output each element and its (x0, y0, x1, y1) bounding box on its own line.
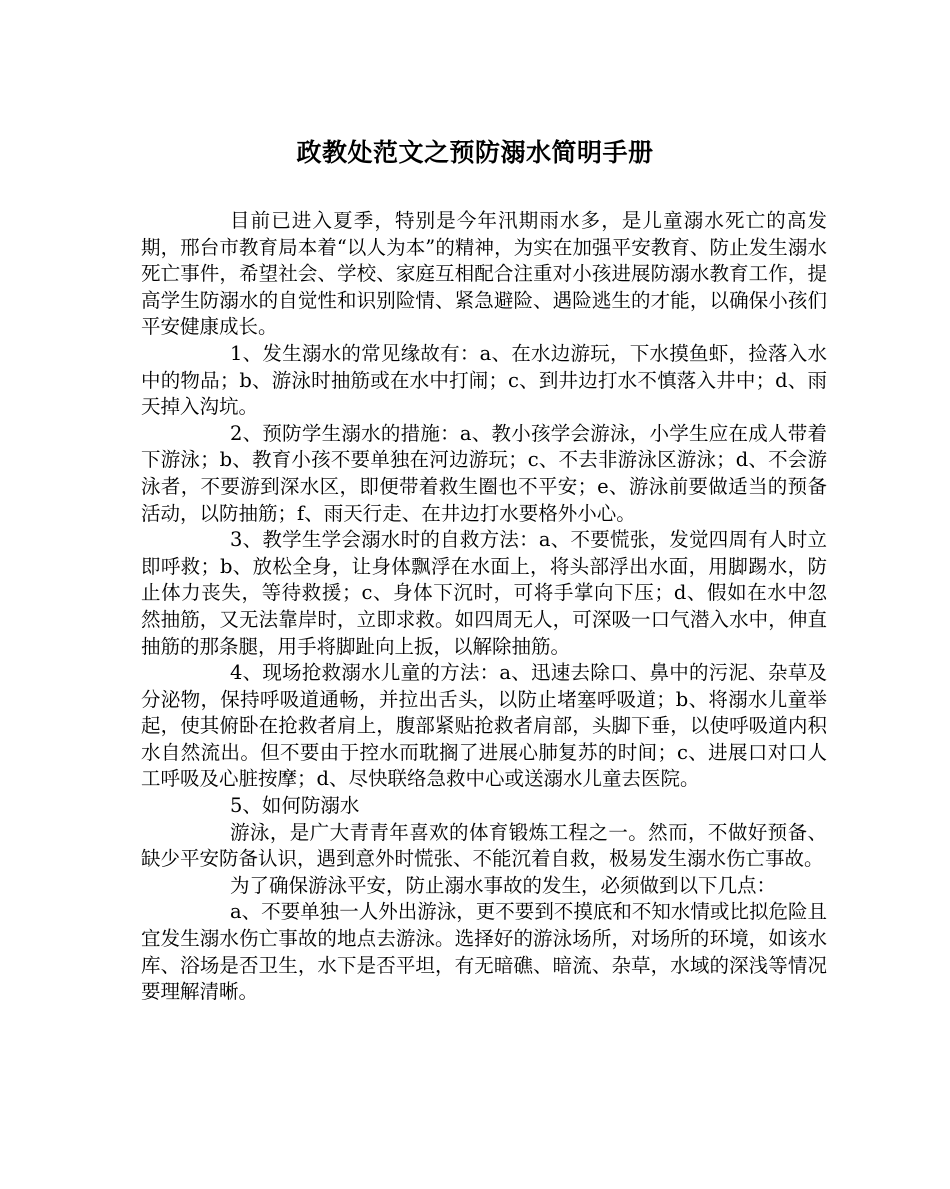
document-body (141, 208, 827, 1006)
paragraph-heading-how-to-prevent: 5、如何防溺水 (230, 794, 360, 818)
paragraph-safety-points: 为了确保游泳平安，防止溺水事故的发生，必须做到以下几点： (230, 873, 777, 897)
paragraph-causes: 1、发生溺水的常见缘故有：a、在水边游玩，下水摸鱼虾，捡落入水中的物品；b、游泳时抽筋或在水中打闹；c、到井边打水不慎落入井中；d、雨天掉入沟坑。 (141, 341, 827, 419)
paragraph-swimming-intro: 游泳，是广大青青年喜欢的体育锻炼工程之一。然而，不做好预备、缺少平安防备认识，遇到意外时慌张、不能沉着自救，极易发生溺水伤亡事故。 (141, 820, 827, 871)
paragraph-self-rescue: 3、教学生学会溺水时的自救方法：a、不要慌张，发觉四周有人时立即呼救；b、放松全身，让身体飘浮在水面上，将头部浮出水面，用脚踢水，防止体力丧失，等待救援；c、身体下沉时，可将手掌向下压；d、假如在水中忽然抽筋，又无法靠岸时，立即求救。如四周无人，可深吸一口气潜入水中，伸直抽筋的那条腿，用手将脚趾向上扳，以解除抽筋。 (141, 528, 827, 658)
paragraph-on-site-rescue: 4、现场抢救溺水儿童的方法：a、迅速去除口、鼻中的污泥、杂草及分泌物，保持呼吸道通畅，并拉出舌头，以防止堵塞呼吸道；b、将溺水儿童举起，使其俯卧在抢救者肩上，腹部紧贴抢救者肩部，头脚下垂，以使呼吸道内积水自然流出。但不要由于控水而耽搁了进展心肺复苏的时间；c、进展口对口人工呼吸及心脏按摩；d、尽快联络急救中心或送溺水儿童去医院。 (141, 661, 827, 791)
paragraph-intro: 目前已进入夏季，特别是今年汛期雨水多，是儿童溺水死亡的高发期，邢台市教育局本着“以人为本”的精神，为实在加强平安教育、防止发生溺水死亡事件，希望社会、学校、家庭互相配合注重对小孩进展防溺水教育工作，提高学生防溺水的自觉性和识别险情、紧急避险、遇险逃生的才能，以确保小孩们平安健康成长。 (141, 209, 827, 339)
document-title: 政教处范文之预防溺水简明手册 (296, 138, 654, 167)
paragraph-prevention: 2、预防学生溺水的措施：a、教小孩学会游泳，小学生应在成人带着下游泳；b、教育小孩不要单独在河边游玩；c、不去非游泳区游泳；d、不会游泳者，不要游到深水区，即便带着救生圈也不平安；e、游泳前要做适当的预备活动，以防抽筋；f、雨天行走、在井边打水要格外小心。 (141, 421, 827, 525)
paragraph-point-a: a、不要单独一人外出游泳，更不要到不摸底和不知水情或比拟危险且宜发生溺水伤亡事故的地点去游泳。选择好的游泳场所，对场所的环境，如该水库、浴场是否卫生，水下是否平坦，有无暗礁、暗流、杂草，水域的深浅等情况要理解清晰。 (141, 900, 827, 1004)
